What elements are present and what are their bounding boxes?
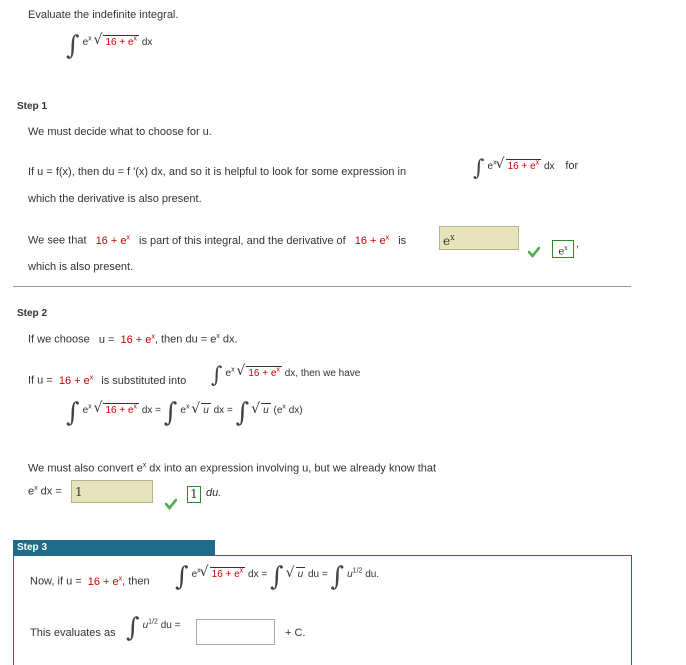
- step1-line4: which is also present.: [28, 261, 134, 273]
- integral-sign: ∫: [66, 398, 80, 428]
- step1-answer-field[interactable]: $e^x$: [439, 226, 519, 250]
- integral-sign: ∫: [473, 156, 485, 181]
- step1-line1: If u = f(x), then du = f '(x) dx, and so it is helpful to look for some expression in: [28, 166, 407, 178]
- integral-sign: ∫: [66, 31, 80, 61]
- radical: √ $16 + e^x$: [93, 31, 138, 48]
- step2-line2-integral: ∫ $e^x$ √ $16 + e^x$ dx, then we have: [211, 362, 361, 388]
- step2-line1: If we choose $u = 16 + e^x$, then du = $e^x$ dx.: [28, 333, 238, 346]
- check-icon: [528, 246, 540, 258]
- step2-du: du.: [206, 487, 222, 499]
- step2-label: Step 2: [17, 308, 48, 319]
- step1-preview-box: $e^x$: [552, 240, 574, 258]
- integrand-factor: e: [82, 37, 89, 48]
- check-icon: [165, 498, 177, 510]
- step3-label: Step 3: [13, 540, 215, 556]
- step2-line3: We must also convert $e^x$ dx into an expression involving u, but we already know that: [28, 462, 437, 475]
- step2-preview-box: 1: [187, 486, 201, 503]
- integral-sign: ∫: [235, 398, 250, 428]
- step2-answer-field[interactable]: 1: [71, 480, 153, 503]
- question-prompt: Evaluate the indefinite integral.: [28, 9, 179, 21]
- step2-equation: ∫ $e^x$ √ $16 + e^x$ dx = ∫ $e^x$ √ u dx = ∫ √ u ($e^x$ dx): [66, 398, 303, 428]
- integral-sign: ∫: [163, 398, 178, 428]
- divider: [13, 286, 631, 287]
- step1-intro: We must decide what to choose for u.: [28, 126, 212, 138]
- integral-sign: ∫: [175, 562, 189, 592]
- step3-line2-integral: ∫ $u^{1/2}$ du =: [126, 613, 181, 643]
- step1-line2: which the derivative is also present.: [28, 193, 202, 205]
- step2-convert-lhs: $e^x$ dx =: [28, 485, 62, 498]
- step1-label: Step 1: [17, 101, 48, 112]
- step3-line1: Now, if $u = 16 + e^x$, then: [30, 575, 150, 588]
- question-integral: ∫ $e^x$ √ $16 + e^x$ dx: [66, 31, 153, 61]
- step3-equation: ∫ $e^x$ √ $16 + e^x$ dx = ∫ √ u du = ∫ $u^{1/2}$ du.: [175, 562, 380, 592]
- step2-line2: If $u = 16 + e^x$ is substituted into: [28, 374, 187, 387]
- step1-line3: We see that $16 + e^x$ is part of this integral, and the derivative of $16 + e^x$ is: [28, 234, 407, 247]
- step1-line1-integral: ∫ $e^x$ √ $16 + e^x$ dx for: [473, 155, 579, 181]
- integral-sign: ∫: [270, 562, 284, 592]
- integral-sign: ∫: [330, 562, 345, 592]
- step3-plus-c: + C.: [285, 627, 306, 639]
- step3-answer-input[interactable]: [196, 619, 275, 645]
- integral-sign: ∫: [211, 363, 223, 388]
- comma: ,: [576, 238, 580, 250]
- step3-line2: This evaluates as: [30, 627, 116, 639]
- differential: dx: [141, 37, 153, 48]
- integral-sign: ∫: [126, 613, 140, 643]
